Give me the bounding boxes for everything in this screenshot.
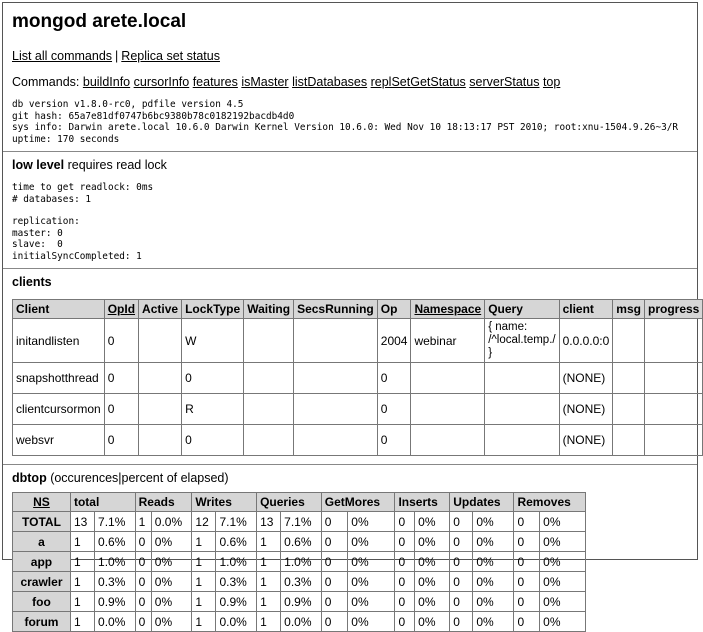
- command-link-cursorinfo[interactable]: cursorInfo: [133, 75, 190, 89]
- table-cell: 0%: [348, 512, 395, 532]
- table-cell: 0%: [415, 592, 450, 612]
- table-cell: 0.9%: [281, 592, 322, 612]
- namespace-cell: app: [13, 552, 71, 572]
- table-cell: 1: [257, 532, 281, 552]
- table-cell: { name: /^local.temp./ }: [485, 319, 559, 363]
- table-cell: 0: [514, 532, 540, 552]
- table-cell: 0%: [151, 572, 192, 592]
- table-cell: 0: [514, 612, 540, 632]
- table-cell: W: [182, 319, 244, 363]
- namespace-cell: forum: [13, 612, 71, 632]
- table-cell: [613, 319, 645, 363]
- table-cell: 0: [395, 552, 415, 572]
- ns-sort-link[interactable]: NS: [33, 495, 50, 509]
- dbtop-heading: [12, 471, 688, 485]
- col-header-total: total: [70, 493, 135, 512]
- table-cell: 0.0.0.0:0: [559, 319, 613, 363]
- low-level-stats: time to get readlock: 0ms # databases: 1: [12, 182, 154, 205]
- table-cell: 0%: [473, 532, 514, 552]
- table-cell: 0: [104, 319, 138, 363]
- link-separator: |: [115, 49, 119, 63]
- table-row: [13, 394, 703, 425]
- table-cell: [485, 425, 559, 456]
- dbtop-heading-rest: (occurences|percent of elapsed): [46, 471, 229, 485]
- table-cell: 1: [70, 572, 94, 592]
- table-cell: 0: [135, 612, 151, 632]
- table-cell: [613, 363, 645, 394]
- table-cell: 0.6%: [281, 532, 322, 552]
- table-cell: 0: [450, 512, 473, 532]
- opid-sort-link[interactable]: OpId: [107, 302, 136, 316]
- table-row: [13, 319, 703, 363]
- table-cell: 0: [450, 572, 473, 592]
- table-cell: 1: [135, 512, 151, 532]
- table-cell: 7.1%: [216, 512, 257, 532]
- table-cell: [294, 425, 378, 456]
- table-cell: 0%: [540, 612, 586, 632]
- table-cell: [644, 319, 702, 363]
- table-cell: 0: [321, 512, 348, 532]
- command-link-ismaster[interactable]: isMaster: [241, 75, 289, 89]
- col-header-op: Op: [377, 300, 411, 319]
- list-all-commands-link[interactable]: List all commands: [12, 49, 113, 63]
- table-cell: 0.6%: [216, 532, 257, 552]
- table-cell: [139, 394, 182, 425]
- table-cell: 0.0%: [281, 612, 322, 632]
- table-cell: 0: [135, 532, 151, 552]
- table-cell: [485, 363, 559, 394]
- col-header-updates: Updates: [450, 493, 514, 512]
- table-cell: 0.0%: [151, 512, 192, 532]
- table-cell: 0: [321, 612, 348, 632]
- table-cell: 0: [104, 363, 138, 394]
- table-cell: 1: [257, 552, 281, 572]
- table-cell: 0%: [415, 612, 450, 632]
- table-cell: [411, 394, 485, 425]
- replica-set-status-link[interactable]: Replica set status: [121, 49, 220, 63]
- dbtop-header-row: [13, 493, 586, 512]
- commands-bar: [12, 75, 688, 89]
- table-cell: 0: [135, 572, 151, 592]
- table-cell: 0%: [415, 512, 450, 532]
- table-cell: 0%: [151, 592, 192, 612]
- table-cell: [613, 394, 645, 425]
- namespace-cell: crawler: [13, 572, 71, 592]
- divider: [3, 464, 697, 465]
- namespace-cell: foo: [13, 592, 71, 612]
- table-cell: [139, 363, 182, 394]
- replication-stats: replication: master: 0 slave: 0 initialSyncCompleted: 1: [12, 216, 142, 262]
- table-cell: 0: [514, 552, 540, 572]
- col-header-inserts: Inserts: [395, 493, 450, 512]
- table-cell: 0.3%: [281, 572, 322, 592]
- table-row: [13, 612, 586, 632]
- table-cell: R: [182, 394, 244, 425]
- clients-table: [12, 299, 703, 456]
- low-level-heading-rest: requires read lock: [64, 158, 167, 172]
- table-cell: 0%: [473, 512, 514, 532]
- table-cell: 0: [321, 552, 348, 572]
- table-cell: [139, 425, 182, 456]
- table-cell: 0%: [473, 552, 514, 572]
- dbtop-heading-bold: dbtop: [12, 471, 47, 485]
- table-cell: 0: [321, 592, 348, 612]
- table-cell: clientcursormon: [13, 394, 105, 425]
- col-header-client: Client: [13, 300, 105, 319]
- table-cell: 0: [377, 394, 411, 425]
- table-row: [13, 532, 586, 552]
- col-header-ns: [13, 493, 71, 512]
- command-link-top[interactable]: top: [542, 75, 561, 89]
- browser-page: [2, 2, 700, 629]
- table-row: [13, 552, 586, 572]
- col-header-queries: Queries: [257, 493, 322, 512]
- low-level-heading: [12, 158, 688, 172]
- table-cell: 1.0%: [216, 552, 257, 572]
- table-cell: [644, 394, 702, 425]
- table-cell: 0: [377, 425, 411, 456]
- table-cell: 0.9%: [216, 592, 257, 612]
- table-cell: 1: [192, 532, 216, 552]
- table-cell: 7.1%: [95, 512, 136, 532]
- col-header-active: Active: [139, 300, 182, 319]
- table-cell: 0: [395, 512, 415, 532]
- table-cell: 0%: [540, 592, 586, 612]
- col-header-client-address: client: [559, 300, 613, 319]
- table-cell: webinar: [411, 319, 485, 363]
- page-content: [3, 3, 700, 632]
- table-cell: 0%: [415, 572, 450, 592]
- table-cell: 0: [514, 572, 540, 592]
- table-cell: snapshotthread: [13, 363, 105, 394]
- table-cell: 0.6%: [95, 532, 136, 552]
- table-cell: 0.0%: [216, 612, 257, 632]
- command-link-buildinfo[interactable]: buildInfo: [82, 75, 131, 89]
- table-cell: websvr: [13, 425, 105, 456]
- command-link-serverstatus[interactable]: serverStatus: [469, 75, 540, 89]
- command-link-features[interactable]: features: [192, 75, 238, 89]
- table-cell: 0%: [348, 592, 395, 612]
- table-row: [13, 425, 703, 456]
- table-cell: 1: [192, 572, 216, 592]
- table-cell: 1.0%: [281, 552, 322, 572]
- table-cell: 13: [70, 512, 94, 532]
- namespace-sort-link[interactable]: Namespace: [414, 302, 482, 316]
- table-cell: 0: [104, 425, 138, 456]
- table-cell: 1: [257, 572, 281, 592]
- col-header-waiting: Waiting: [244, 300, 294, 319]
- table-cell: 0: [135, 552, 151, 572]
- col-header-writes: Writes: [192, 493, 257, 512]
- table-cell: 0%: [540, 552, 586, 572]
- dbtop-table: [12, 492, 586, 632]
- table-cell: 0: [395, 532, 415, 552]
- spacer: [12, 205, 688, 216]
- table-cell: 0%: [473, 572, 514, 592]
- table-cell: 0%: [540, 572, 586, 592]
- table-cell: 0%: [348, 532, 395, 552]
- table-cell: [613, 425, 645, 456]
- table-cell: 0: [377, 363, 411, 394]
- table-cell: 13: [257, 512, 281, 532]
- dbtop-body: [13, 512, 586, 632]
- table-cell: 0%: [473, 592, 514, 612]
- table-row: [13, 363, 703, 394]
- table-cell: 0.9%: [95, 592, 136, 612]
- table-cell: 0%: [540, 532, 586, 552]
- table-cell: 0: [395, 592, 415, 612]
- table-cell: 0%: [415, 552, 450, 572]
- table-cell: 1.0%: [95, 552, 136, 572]
- table-cell: 0: [450, 552, 473, 572]
- col-header-getmores: GetMores: [321, 493, 395, 512]
- col-header-reads: Reads: [135, 493, 192, 512]
- table-cell: 1: [192, 592, 216, 612]
- table-cell: 0: [395, 572, 415, 592]
- table-cell: [411, 363, 485, 394]
- table-cell: 0%: [473, 612, 514, 632]
- table-cell: 0.0%: [95, 612, 136, 632]
- table-cell: initandlisten: [13, 319, 105, 363]
- col-header-namespace: [411, 300, 485, 319]
- table-cell: 0: [321, 532, 348, 552]
- table-cell: [244, 319, 294, 363]
- table-cell: 1: [257, 612, 281, 632]
- table-cell: 1: [70, 612, 94, 632]
- table-cell: 1: [192, 612, 216, 632]
- col-header-opid: [104, 300, 138, 319]
- table-cell: 0%: [348, 612, 395, 632]
- table-cell: [644, 363, 702, 394]
- table-cell: 0: [321, 572, 348, 592]
- table-cell: 12: [192, 512, 216, 532]
- table-cell: (NONE): [559, 363, 613, 394]
- clients-heading-bold: clients: [12, 275, 52, 289]
- table-row: [13, 512, 586, 532]
- table-cell: 1: [70, 552, 94, 572]
- table-cell: 1: [70, 592, 94, 612]
- namespace-cell: a: [13, 532, 71, 552]
- table-cell: 1: [70, 532, 94, 552]
- table-cell: 0%: [151, 552, 192, 572]
- table-cell: 0%: [540, 512, 586, 532]
- col-header-secsrunning: SecsRunning: [294, 300, 378, 319]
- table-cell: [244, 363, 294, 394]
- table-cell: [411, 425, 485, 456]
- col-header-msg: msg: [613, 300, 645, 319]
- table-cell: 0: [514, 592, 540, 612]
- table-cell: 0: [135, 592, 151, 612]
- table-cell: 7.1%: [281, 512, 322, 532]
- table-cell: 0: [450, 612, 473, 632]
- table-cell: [644, 425, 702, 456]
- table-cell: 0: [514, 512, 540, 532]
- clients-header-row: [13, 300, 703, 319]
- table-cell: [485, 394, 559, 425]
- table-cell: [244, 394, 294, 425]
- table-cell: (NONE): [559, 394, 613, 425]
- divider: [3, 268, 697, 269]
- page-title: mongod arete.local: [12, 11, 187, 32]
- command-link-listdatabases[interactable]: listDatabases: [292, 75, 368, 89]
- table-cell: [244, 425, 294, 456]
- table-cell: 0%: [348, 552, 395, 572]
- table-cell: 0%: [151, 612, 192, 632]
- divider: [3, 151, 697, 152]
- table-cell: 0.3%: [95, 572, 136, 592]
- table-cell: 0: [182, 425, 244, 456]
- low-level-heading-bold: low level: [12, 158, 65, 172]
- table-row: [13, 592, 586, 612]
- table-cell: 0%: [151, 532, 192, 552]
- table-cell: 0: [395, 612, 415, 632]
- table-cell: 1: [257, 592, 281, 612]
- table-cell: 0%: [415, 532, 450, 552]
- col-header-removes: Removes: [514, 493, 586, 512]
- commands-label: Commands:: [12, 75, 80, 89]
- command-link-replsetgetstatus[interactable]: replSetGetStatus: [370, 75, 466, 89]
- top-links: [12, 49, 688, 63]
- table-cell: 0: [182, 363, 244, 394]
- col-header-query: Query: [485, 300, 559, 319]
- table-cell: [139, 319, 182, 363]
- table-cell: 0.3%: [216, 572, 257, 592]
- col-header-locktype: LockType: [182, 300, 244, 319]
- col-header-progress: progress: [644, 300, 702, 319]
- table-cell: 0: [450, 592, 473, 612]
- table-cell: 2004: [377, 319, 411, 363]
- table-cell: 0: [104, 394, 138, 425]
- namespace-cell: TOTAL: [13, 512, 71, 532]
- table-cell: [294, 394, 378, 425]
- clients-heading: [12, 275, 688, 289]
- system-info: db version v1.8.0-rc0, pdfile version 4.5 git hash: 65a7e81df0747b6bc9380b78c0182192bacdb4d0 sys info: Darwin arete.local 10.6.0 Darwin Kernel Version 10.6.0: Wed Nov 10 18:13:17 PST 2010; root:xnu-1504.9.26~3/R uptime: 170 seconds: [12, 99, 679, 145]
- table-row: [13, 572, 586, 592]
- table-cell: 0%: [348, 572, 395, 592]
- table-cell: (NONE): [559, 425, 613, 456]
- table-cell: 0: [450, 532, 473, 552]
- table-cell: [294, 363, 378, 394]
- table-cell: [294, 319, 378, 363]
- table-cell: 1: [192, 552, 216, 572]
